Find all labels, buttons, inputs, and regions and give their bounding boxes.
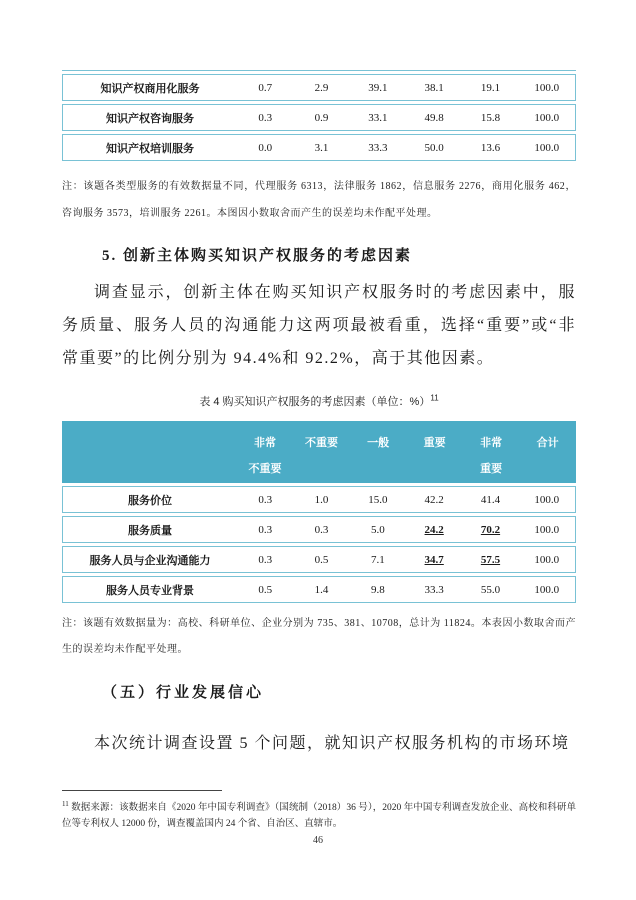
row-label: 知识产权商用化服务: [100, 82, 200, 95]
cell-value: 38.1: [424, 81, 444, 94]
table-row: [62, 134, 576, 161]
table4-note: 注：该题有效数据量为：高校、科研单位、企业分别为 735、381、10708，总计为 11824。本表因小数取舍而产生的误差均未作配平处理。: [62, 618, 576, 655]
cell-value: 33.1: [368, 111, 388, 124]
cell-value: 39.1: [368, 81, 388, 94]
table-note: 注：该题各类型服务的有效数据量不同，代理服务 6313，法律服务 1862，信息服务 2276，商用化服务 462，咨询服务 3573，培训服务 2261。本图因小数取舍而产生的误差均未作配平处理。: [62, 181, 576, 219]
cell-value-emphasized: 34.7: [424, 553, 444, 566]
cell-value: 13.6: [480, 141, 501, 154]
cell-value: 5.0: [370, 523, 385, 536]
header-line: 重要: [480, 463, 503, 475]
cell-value: 1.4: [314, 583, 329, 596]
header-line: 非常: [254, 437, 277, 449]
header-empty-cell: [62, 421, 237, 483]
cell-value: 49.8: [424, 111, 444, 124]
cell-value: 100.0: [534, 111, 560, 124]
section-heading-wu: （五）行业发展信心: [102, 685, 265, 701]
cell-value: 100.0: [534, 493, 560, 506]
header-line: 重要: [423, 437, 446, 449]
footnote-marker: 11: [62, 800, 69, 808]
cell-value: 100.0: [534, 553, 560, 566]
cell-value: 7.1: [370, 553, 385, 566]
row-label: 服务人员专业背景: [106, 584, 195, 597]
table-row: [62, 546, 576, 573]
cell-value: 100.0: [534, 81, 560, 94]
header-col-total: [519, 421, 576, 483]
cell-value: 3.1: [314, 141, 329, 154]
cell-value: 0.5: [258, 583, 273, 596]
table-row: [62, 486, 576, 513]
cell-value: 55.0: [480, 583, 501, 596]
services-rating-table: [62, 74, 576, 161]
header-line: 不重要: [248, 463, 282, 475]
cell-value: 0.3: [258, 493, 273, 506]
cell-value: 9.8: [370, 583, 385, 596]
cell-value: 0.3: [258, 553, 273, 566]
footnote-divider: [62, 790, 222, 791]
cell-value: 42.2: [424, 493, 444, 506]
cell-value: 0.9: [314, 111, 329, 124]
cell-value: 100.0: [534, 583, 560, 596]
header-col-unimportant: [293, 421, 350, 483]
header-line: 合计: [536, 437, 559, 449]
cell-value: 41.4: [480, 493, 501, 506]
header-line: 非常: [480, 437, 503, 449]
header-col-neutral: [350, 421, 407, 483]
table4-header: [62, 421, 576, 483]
cell-value: 0.7: [258, 81, 273, 94]
header-line: 不重要: [305, 437, 339, 449]
table4-caption: [62, 393, 576, 409]
table-row: [62, 74, 576, 101]
cell-value: 0.3: [258, 111, 273, 124]
cell-value-emphasized: 57.5: [480, 553, 501, 566]
footnote-text: [62, 796, 576, 832]
table4-caption-text: 表 4 购买知识产权服务的考虑因素（单位：%）: [199, 396, 431, 408]
header-col-very-unimportant: [237, 421, 294, 483]
footnote: [62, 790, 576, 832]
cell-value-emphasized: 70.2: [480, 523, 501, 536]
cell-value: 15.8: [480, 111, 501, 124]
row-label: 服务人员与企业沟通能力: [89, 554, 211, 567]
table4-caption-footnote-ref: 11: [430, 393, 439, 403]
cell-value: 33.3: [368, 141, 388, 154]
row-label: 知识产权咨询服务: [106, 112, 195, 125]
row-label: 服务价位: [128, 494, 173, 507]
cell-value: 0.0: [258, 141, 273, 154]
cell-value: 15.0: [368, 493, 388, 506]
cell-value: 100.0: [534, 523, 560, 536]
section-wu-paragraph: 本次统计调查设置 5 个问题，就知识产权服务机构的市场环境: [94, 735, 570, 752]
cell-value: 19.1: [480, 81, 501, 94]
cell-value: 0.3: [258, 523, 273, 536]
cell-value: 100.0: [534, 141, 560, 154]
page-content: [62, 70, 576, 760]
header-col-very-important: [463, 421, 520, 483]
row-label: 知识产权培训服务: [106, 142, 195, 155]
footnote-body: 数据来源：该数据来自《2020 年中国专利调查》（国统制（2018）36 号），2020 年中国专利调查发放企业、高校和科研单位等专利权人 12000 份，调查覆盖国内 24 个省、自治区、直辖市。: [62, 803, 576, 830]
section5-paragraph: 调查显示，创新主体在购买知识产权服务时的考虑因素中，服务质量、服务人员的沟通能力这两项最被看重，选择“重要”或“非常重要”的比例分别为 94.4%和 92.2%，高于其他因素。: [62, 284, 576, 367]
table-row: [62, 104, 576, 131]
header-line: 一般: [367, 437, 390, 449]
cell-value: 0.5: [314, 553, 329, 566]
cell-value: 33.3: [424, 583, 444, 596]
cell-value: 1.0: [314, 493, 329, 506]
table-row: [62, 576, 576, 603]
considerations-table: [62, 486, 576, 603]
cell-value: 50.0: [424, 141, 444, 154]
row-label: 服务质量: [128, 524, 173, 537]
section-heading-5: 5. 创新主体购买知识产权服务的考虑因素: [102, 248, 413, 264]
cell-value: 0.3: [314, 523, 329, 536]
page-number: 46: [313, 835, 323, 846]
table-row: [62, 516, 576, 543]
cell-value: 2.9: [314, 81, 329, 94]
cell-value-emphasized: 24.2: [424, 523, 444, 536]
table-continuation-top-border: [62, 70, 576, 71]
header-col-important: [406, 421, 463, 483]
